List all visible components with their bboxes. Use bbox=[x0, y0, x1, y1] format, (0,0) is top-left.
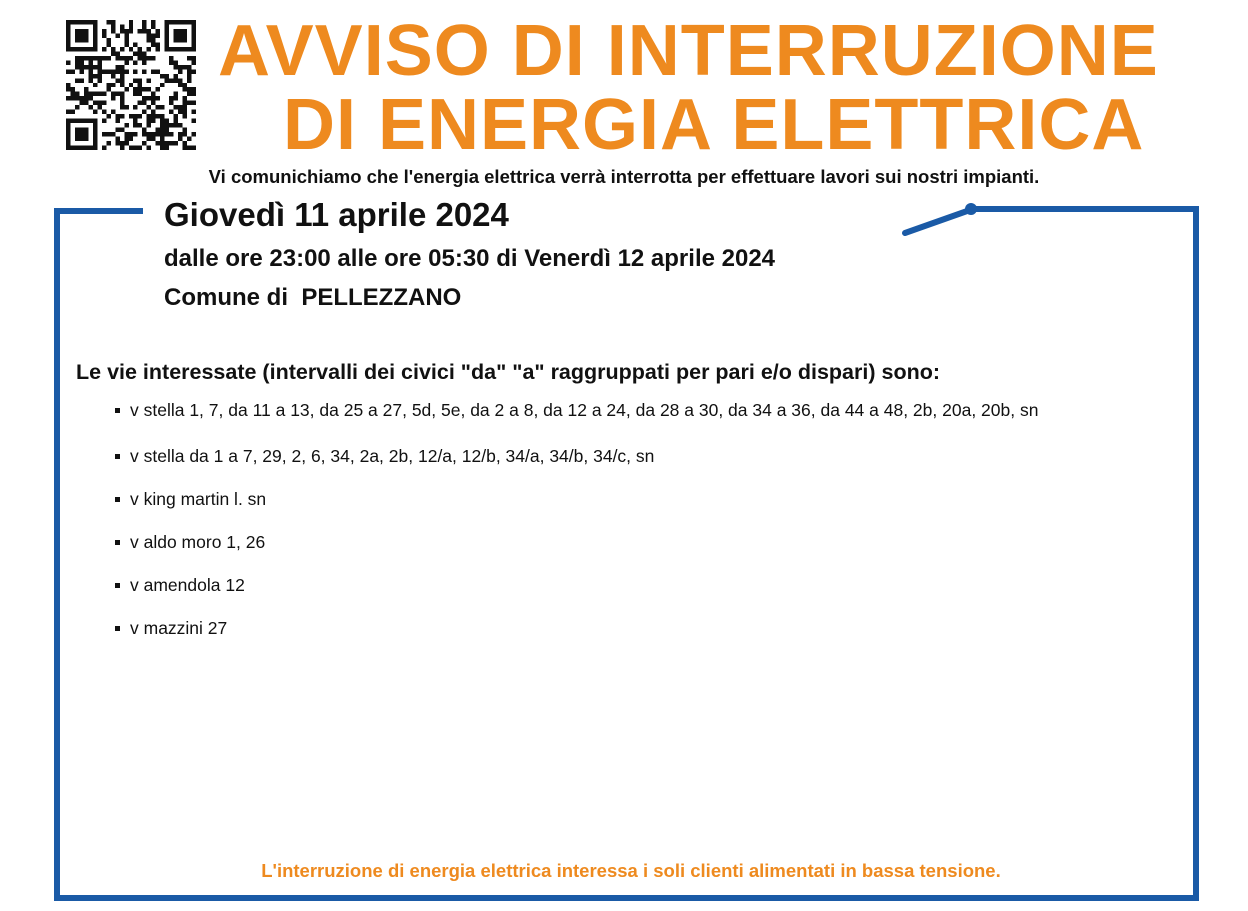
interruption-date: Giovedì 11 aprile 2024 bbox=[164, 196, 509, 233]
footer-note: L'interruzione di energia elettrica interessa i soli clienti alimentati in bassa tensione. bbox=[261, 860, 1001, 881]
streets-heading: Le vie interessate (intervalli dei civici "da" "a" raggruppati per pari e/o dispari) sono: bbox=[76, 360, 940, 384]
street-item: v king martin l. sn bbox=[112, 489, 1187, 510]
street-item: v mazzini 27 bbox=[112, 618, 1187, 639]
street-list bbox=[112, 400, 1187, 661]
street-item: v stella 1, 7, da 11 a 13, da 25 a 27, 5d, 5e, da 2 a 8, da 12 a 24, da 28 a 30, da 34 a 36, da 44 a 48, 2b, 20a, 20b, sn bbox=[112, 400, 1187, 421]
interruption-hours: dalle ore 23:00 alle ore 05:30 di Venerdì 12 aprile 2024 bbox=[164, 245, 776, 272]
street-item: v aldo moro 1, 26 bbox=[112, 532, 1187, 553]
comune-name: Comune di PELLEZZANO bbox=[164, 284, 462, 311]
notice-title-line-1: AVVISO DI INTERRUZIONE bbox=[218, 11, 1159, 91]
notice-title-line-2: DI ENERGIA ELETTRICA bbox=[283, 85, 1145, 165]
street-item: v stella da 1 a 7, 29, 2, 6, 34, 2a, 2b, 12/a, 12/b, 34/a, 34/b, 34/c, sn bbox=[112, 446, 1187, 467]
street-item: v amendola 12 bbox=[112, 575, 1187, 596]
intro-text: Vi comunichiamo che l'energia elettrica verrà interrotta per effettuare lavori sui nostri impianti. bbox=[208, 166, 1040, 187]
